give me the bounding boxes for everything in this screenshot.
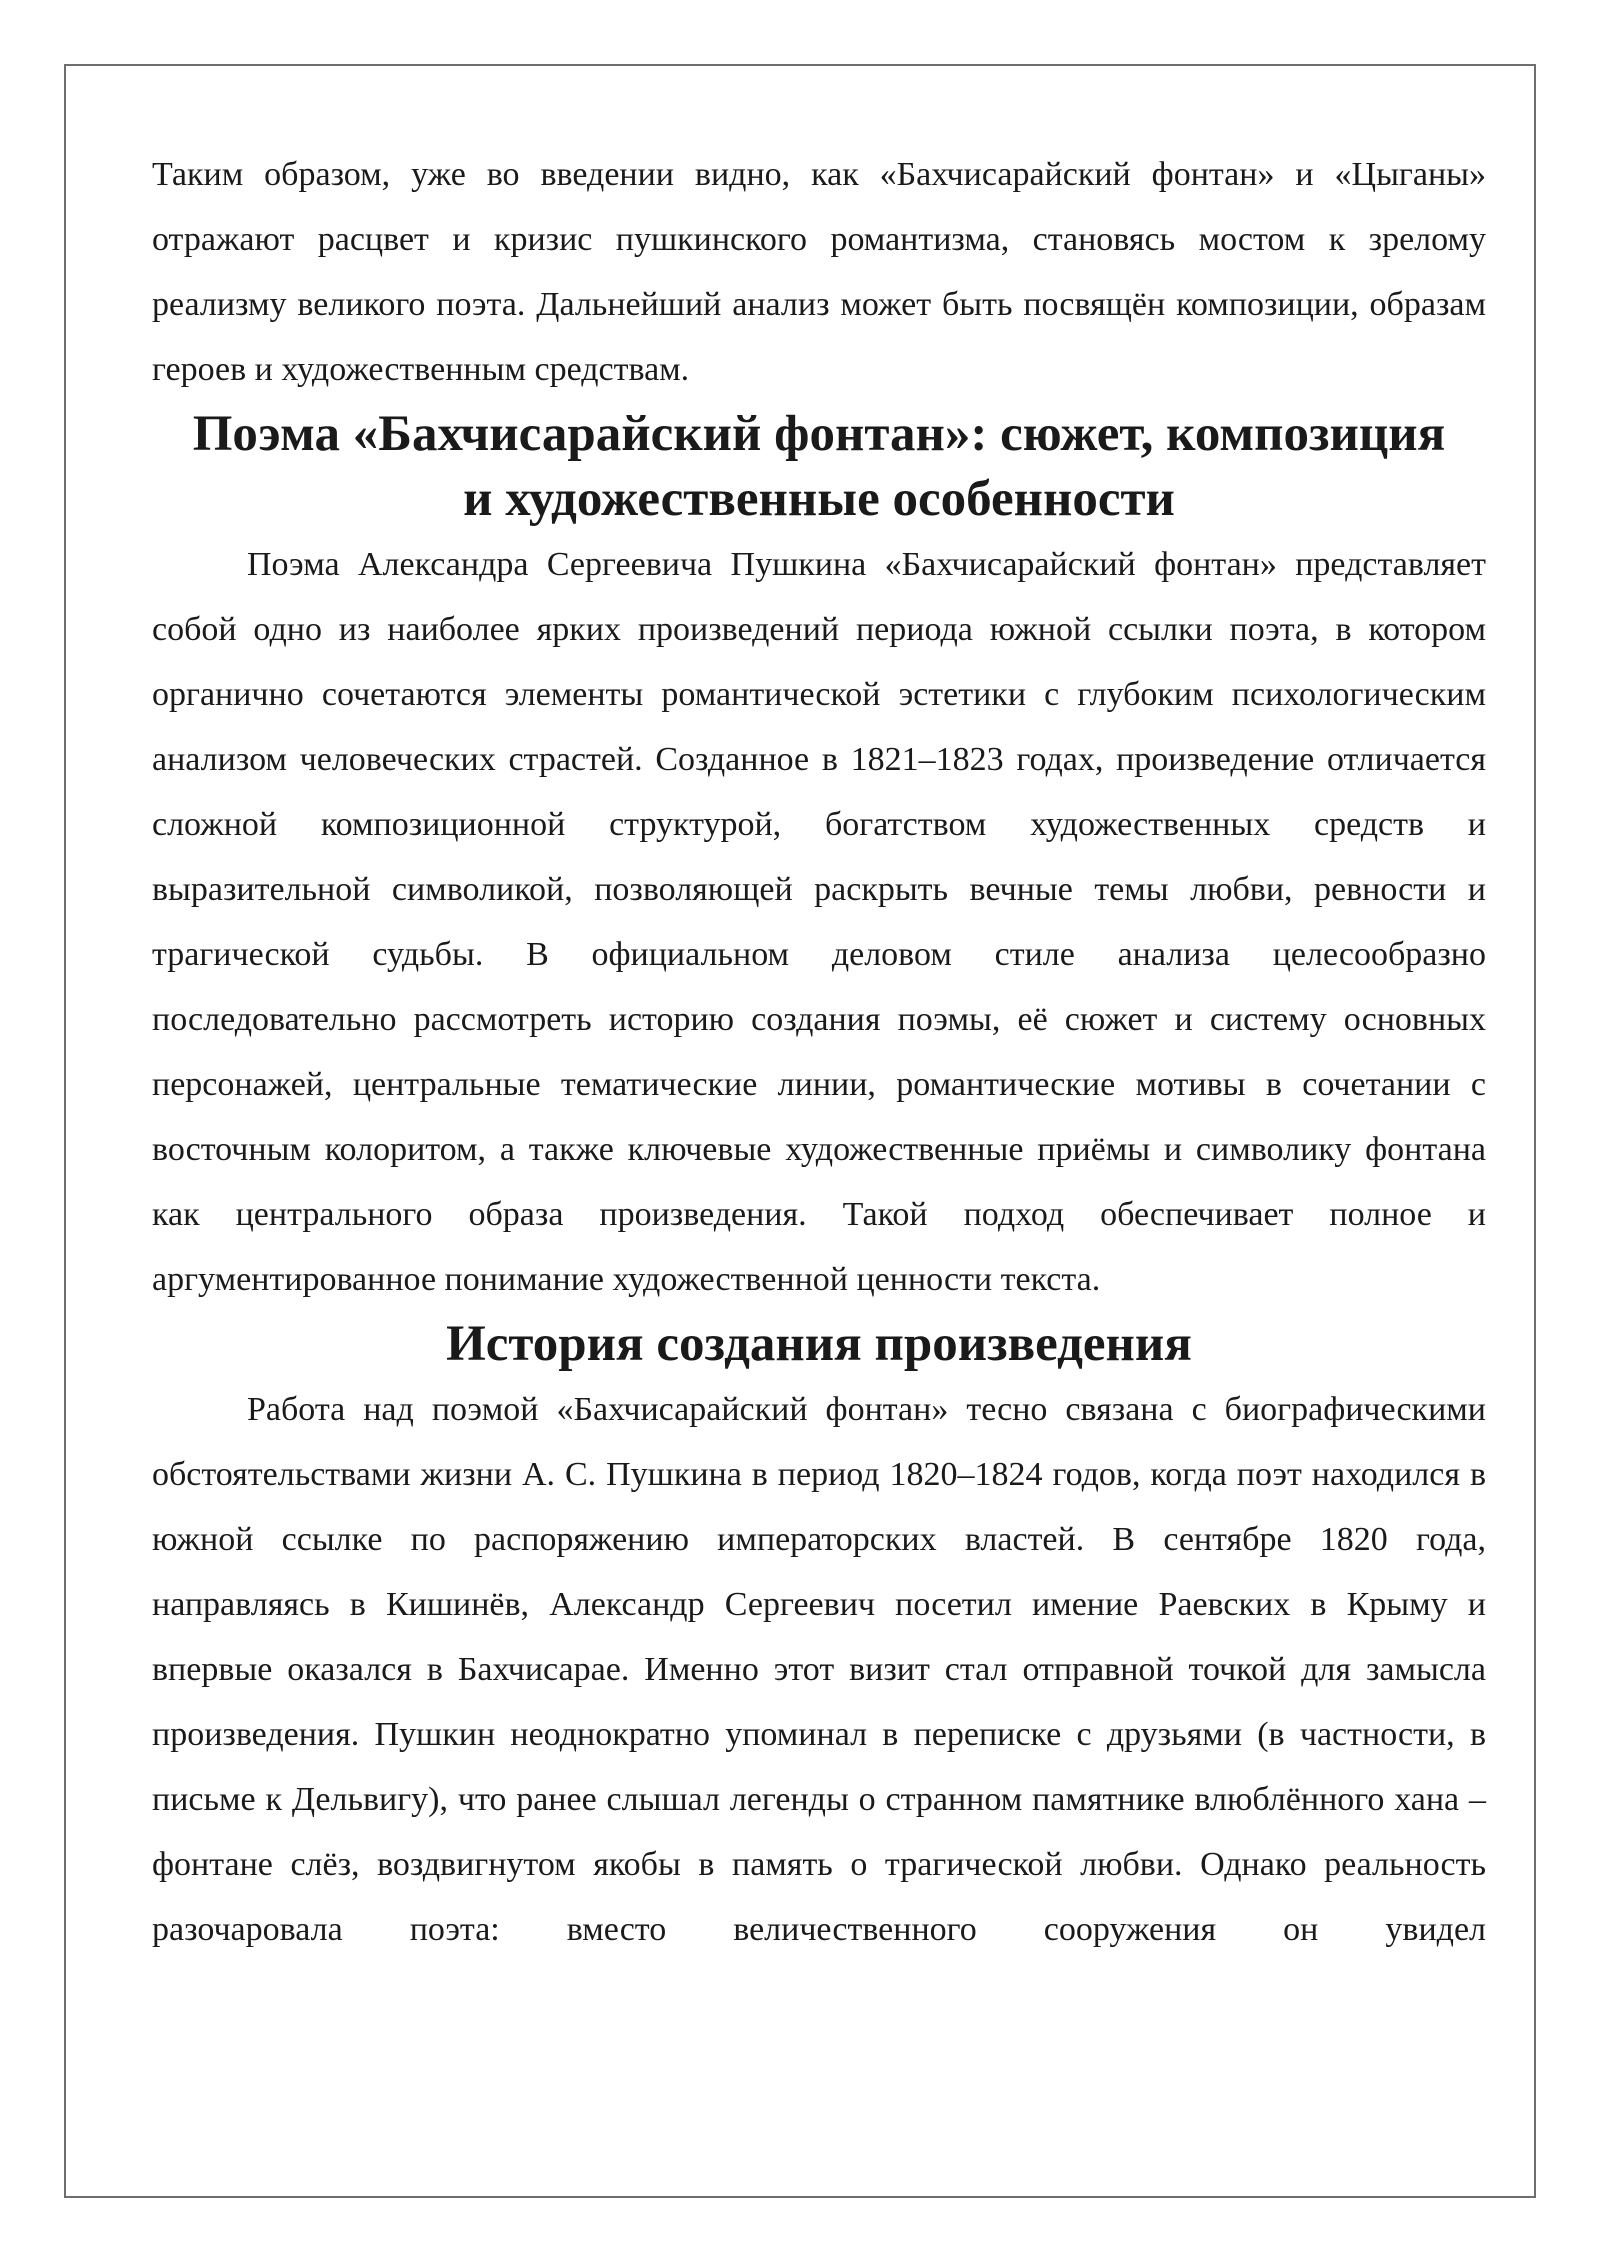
section-heading-poem-analysis: Поэма «Бахчисарайский фонтан»: сюжет, композиция и художественные особенности — [192, 406, 1446, 527]
paragraph-creation-history: Работа над поэмой «Бахчисарайский фонтан» тесно связана с биографическими обстоятельствами жизни А. С. Пушкина в период 1820–1824 годов, когда поэт находился в южной ссылке по распоряжению императорских властей. В сентябре 1820 года, направляясь в Кишинёв, Александр Сергеевич посетил имение Раевских в Крыму и впервые оказался в Бахчисарае. Именно этот визит стал отправной точкой для замысла произведения. Пушкин неоднократно упоминал в переписке с друзьями (в частности, в письме к Дельвигу), что ранее слышал легенды о странном памятнике влюблённого хана – фонтане слёз, воздвигнутом якобы в память о трагической любви. Однако реальность разочаровала поэта: вместо величественного сооружения он увидел — [152, 1391, 1486, 1948]
paragraph-poem-overview: Поэма Александра Сергеевича Пушкина «Бахчисарайский фонтан» представляет собой одно из наиболее ярких произведений периода южной ссылки поэта, в котором органично сочетаются элементы романтической эстетики с глубоким психологическим анализом человеческих страстей. Созданное в 1821–1823 годах, произведение отличается сложной композиционной структурой, богатством художественных средств и выразительной символикой, позволяющей раскрыть вечные темы любви, ревности и трагической судьбы. В официальном деловом стиле анализа целесообразно последовательно рассмотреть историю создания поэмы, её сюжет и систему основных персонажей, центральные тематические линии, романтические мотивы в сочетании с восточным колоритом, а также ключевые художественные приёмы и символику фонтана как центрального образа произведения. Такой подход обеспечивает полное и аргументированное понимание художественной ценности текста. — [152, 546, 1486, 1298]
section-heading-creation-history: История создания произведения — [446, 1316, 1192, 1372]
paragraph-intro-conclusion: Таким образом, уже во введении видно, как «Бахчисарайский фонтан» и «Цыганы» отражают расцвет и кризис пушкинского романтизма, становясь мостом к зрелому реализму великого поэта. Дальнейший анализ может быть посвящён композиции, образам героев и художественным средствам. — [152, 156, 1486, 388]
document-body — [152, 142, 1486, 1962]
